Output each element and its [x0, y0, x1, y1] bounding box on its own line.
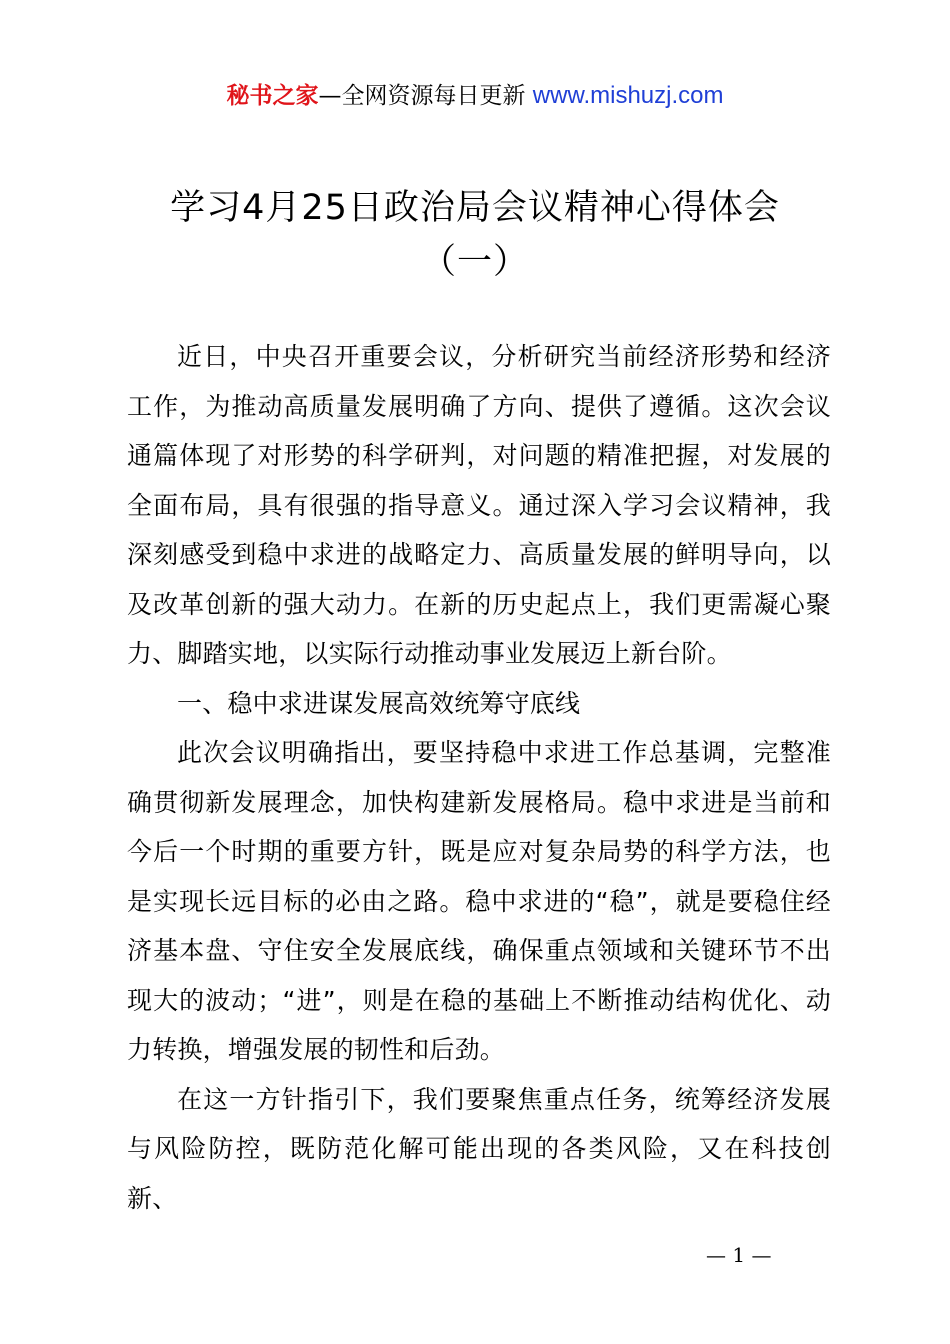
title-line-sub: （一） [420, 242, 529, 282]
site-url-link[interactable]: www.mishuzj.com [532, 82, 724, 109]
page-number: — 1 — [706, 1243, 772, 1267]
document-body [127, 332, 831, 1223]
title-line-main: 学习4月25日政治局会议精神心得体会 [170, 188, 780, 228]
document-title [0, 182, 950, 288]
header-tagline: —全网资源每日更新 [318, 83, 526, 109]
body-paragraph-intro: 近日，中央召开重要会议，分析研究当前经济形势和经济工作，为推动高质量发展明确了方向、提供了遵循。这次会议通篇体现了对形势的科学研判，对问题的精准把握，对发展的全面布局，具有很强的指导意义。通过深入学习会议精神，我深刻感受到稳中求进的战略定力、高质量发展的鲜明导向，以及改革创新的强大动力。在新的历史起点上，我们更需凝心聚力、脚踏实地，以实际行动推动事业发展迈上新台阶。 [127, 342, 831, 668]
body-paragraph-2: 此次会议明确指出，要坚持稳中求进工作总基调，完整准确贯彻新发展理念，加快构建新发展格局。稳中求进是当前和今后一个时期的重要方针，既是应对复杂局势的科学方法，也是实现长远目标的必由之路。稳中求进的“稳”，就是要稳住经济基本盘、守住安全发展底线，确保重点领域和关键环节不出现大的波动；“进”，则是在稳的基础上不断推动结构优化、动力转换，增强发展的韧性和后劲。 [127, 738, 831, 1064]
site-header [0, 80, 950, 112]
brand-name: 秘书之家 [226, 83, 319, 109]
section-heading-1: 一、稳中求进谋发展高效统筹守底线 [177, 688, 581, 718]
body-paragraph-3: 在这一方针指引下，我们要聚焦重点任务，统筹经济发展与风险防控，既防范化解可能出现的各类风险，又在科技创新、 [127, 1084, 831, 1213]
